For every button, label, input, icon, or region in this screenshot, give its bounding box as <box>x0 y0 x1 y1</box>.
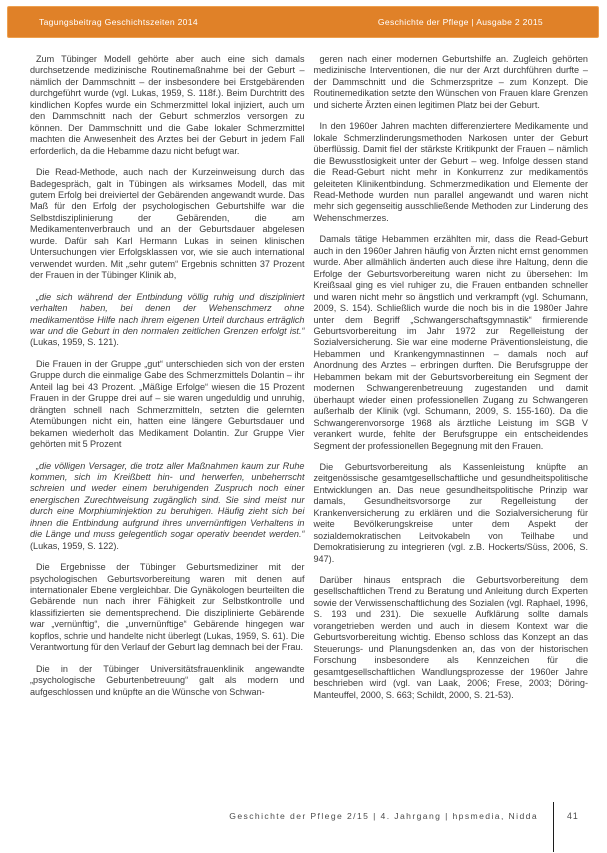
article-body <box>30 54 588 711</box>
paragraph: geren nach einer modernen Geburtshilfe an. Zugleich gehörten medizinische Interventionen, die nur der Arzt durchführen durfte – der Dammschnitt und die Schmerzspritze – zum Konzept. Die Routinemedikation setzte den Wünschen von Frauen klare Grenzen und sicherte Ärzten einen legitimen Platz bei der Geburt. <box>313 54 588 110</box>
page-header-bar <box>7 6 599 38</box>
footer-text: Geschichte der Pflege 2/15 | 4. Jahrgang | hpsmedia, Nidda <box>229 811 538 821</box>
quote-text: „die völligen Versager, die trotz aller Maßnahmen kaum zur Ruhe kommen, sich im Kreißbett hin- und herwerfen, unbeherrscht schreien und weder einem beruhigenden Zuspruch noch einer energischen Zurechtweisung zugänglich sind. Sie sind meist nur durch eine Morphiuminjektion zu beruhigen. Häufig zieht sich bei ihnen die Entbindung aufgrund ihres unvernünftigen Verhaltens in die Länge und muss gelegentlich sogar operativ beendet werden.“ <box>30 460 305 540</box>
footer-divider <box>553 802 554 852</box>
quote-paragraph <box>30 461 305 553</box>
paragraph: Die Geburtsvorbereitung als Kassenleistung knüpfte an zeitgenössische gesamtgesellschaftliche und gesundheitspolitische Entwicklungen an. Das neue gesundheitspolitische Prinzip war damals, Gesundheitsvorsorge zur Regelleistung der Krankenversicherung zu erklären und die Sozialversicherung für weite Bevölkerungskreise unter dem Aspekt der sozialdemokratischen Leitvokabeln von Teilhabe und Demokratisierung zu integrieren (vgl. z.B. Hockerts/Süss, 2006, S. 947). <box>313 461 588 564</box>
paragraph: In den 1960er Jahren machten differenziertere Medikamente und lokale Schmerzlinderungsmethoden Narkosen unter der Geburt überflüssig. Damit fiel der stärkste Kritikpunkt der Frauen – nämlich die Bewusstlosigkeit unter der Geburt – weg. Infolge dessen stand die Read-Geburt nicht mehr in Konkurrenz zur medikamentös geleiteten Klinikentbindung. Schmerzmedikation und Elemente der Read-Methode wurden nun parallel angewandt und waren nicht mehr sich gegenseitig ausschließende Methoden zur Linderung des Wehenschmerzes. <box>313 121 588 223</box>
header-right-label: Geschichte der Pflege | Ausgabe 2 2015 <box>377 17 543 27</box>
paragraph: Darüber hinaus entsprach die Geburtsvorbereitung dem gesellschaftlichen Trend zu Beratung und Anleitung durch Experten sowie der Verwissenschaftlichung des Sozialen (vgl. Raphael, 1996, S. 193 und 231). Die sexuelle Aufklärung sollte damals vorangetrieben werden und auch in diesem Kontext war die Geburtsvorbereitung wichtig. Ebenso schloss das Konzept an das Steuerungs- und Planungsdenken an, das von der historischen Forschung insbesondere als Kennzeichen für die gesamtgesellschaftlichen Wandlungsprozesse der 1960er Jahre beschrieben wird (vgl. van Laak, 2006; Frese, 2003; Döring-Manteuffel, 2000, S. 663; Schildt, 2000, S. 21-53). <box>313 575 588 700</box>
paragraph: Damals tätige Hebammen erzählten mir, dass die Read-Geburt auch in den 1960er Jahren häufig von Ärzten nicht ernst genommen wurde. Aber allmählich änderten auch diese ihre Haltung, denn die Erfolge der Geburtsvorbereitung waren nicht zu übersehen: Im Kreißsaal ging es viel ruhiger zu, die Frauen entbanden schneller und waren nicht mehr so ängstlich und verkrampft (vgl. Schumann, 2009, S. 154). Schließlich wurde die noch bis in die 1980er Jahre unter dem Begriff „Schwangerschaftsgymnastik“ firmierende Geburtsvorbereitung im Jahr 1972 zur Regelleistung der Sozialversicherung. Sie war eine moderne Präventionsleistung, die Hebammen und Krankengymnastinnen – damals noch auf Anordnung des Arztes – erbringen durften. Die Berufsgruppe der Hebammen bekam mit der Geburtsvorbereitung ein Segment der modernen Schwangerenbetreuung zugestanden und damit überhaupt wieder einen professionellen Zugang zu Schwangeren außerhalb der Klinik (vgl. Schumann, 2009, S. 155-160). Da die Schwangerenvorsorge 1968 als ärztliche Leistung im SGB V verankert wurde, fehlte der Berufsgruppe ein entscheidendes Segment der professionellen Begegnung mit den Frauen. <box>313 234 588 451</box>
paragraph: Die Ergebnisse der Tübinger Geburtsmediziner mit der psychologischen Geburtsvorbereitung waren mit denen auf internationaler Ebene vergleichbar. Die Gynäkologen beurteilten die Gebärende nun nach ihrer Fähigkeit zur Selbstkontrolle und klassifizierten sie dementsprechend. Die disziplinierte Gebärende war „vernünftig“, die „unvernünftige“ Gebärende hingegen war kopflos, schrie und handelte nicht überlegt (Lukas, 1959, S. 61). Die Verantwortung für den Verlauf der Geburt lag demnach bei der Frau. <box>30 562 305 653</box>
quote-citation: (Lukas, 1959, S. 121). <box>30 337 119 348</box>
quote-text: „die sich während der Entbindung völlig ruhig und diszipliniert verhalten haben, bei denen der Wehenschmerz ohne medikamentöse Hilfe nach ihrem eigenen Urteil durchaus erträglich war und die Geburt in den normalen zeitlichen Grenzen erfolgt ist.“ <box>30 291 305 336</box>
quote-paragraph <box>30 292 305 349</box>
footer <box>0 800 589 853</box>
page-number: 41 <box>567 811 579 821</box>
header-left-label: Tagungsbeitrag Geschichtszeiten 2014 <box>39 17 198 27</box>
article-column-right <box>314 54 589 711</box>
paragraph: Zum Tübinger Modell gehörte aber auch eine sich damals durchsetzende medizinische Routinemaßnahme bei der Geburt – nämlich der Dammschnitt – der insbesondere bei Erstgebärenden durchgeführt wurde (vgl. Lukas, 1959, S. 118f.). Beim Durchtritt des kindlichen Kopfes wurde ein Schmerzmittel lokal injiziert, auch um den Dammschnitt nach der Geburt schmerzlos versorgen zu können. Der Dammschnitt und die Gabe lokaler Schmerzmittel machten die Anwesenheit des Arztes bei der Geburt in jedem Fall erforderlich, da die Hebamme dazu nicht befugt war. <box>30 54 305 156</box>
paragraph: Die Frauen in der Gruppe „gut“ unterschieden sich von der ersten Gruppe durch die einmalige Gabe des Schmerzmittels Dolantin – ihr Anteil lag bei 43 Prozent. „Mäßige Erfolge“ wiesen die 15 Prozent Frauen in der Gruppe drei auf – sie waren ungeduldig und unruhig, drängten schnell nach Schmerzmitteln, setzten die gelernten Atemübungen nicht ein, hatten eine längere Geburtsdauer und bekamen wiederholt das Medikament Dolantin. Zur Gruppe Vier gehörten mit 5 Prozent <box>30 358 305 450</box>
paragraph: Die in der Tübinger Universitätsfrauenklinik angewandte „psychologische Geburtenbetreuung“ galt als modern und aufgeschlossen und knüpfte an die Wünsche von Schwan- <box>30 663 305 697</box>
quote-citation: (Lukas, 1959, S. 122). <box>30 540 119 551</box>
article-column-left <box>30 54 305 711</box>
paragraph: Die Read-Methode, auch nach der Kurzeinweisung durch das Badegespräch, galt in Tübingen als wirksames Modell, das mit gutem Erfolg bei dreiviertel der Gebärenden angewandt wurde. Das Maß für den Erfolg der psychologischen Geburtshilfe war die Selbstdisziplinierung der Gebärenden, die am Medikamentenverbrauch und an der Geburtsdauer abgelesen wurde. Dafür sah Karl Hermann Lukas in seinen klinischen Untersuchungen vier Erfolgsklassen vor, wie sie auch international verwendet wurden. Mit „sehr gutem“ Ergebnis schnitten 37 Prozent der Frauen in der Tübinger Klinik ab, <box>30 167 305 281</box>
